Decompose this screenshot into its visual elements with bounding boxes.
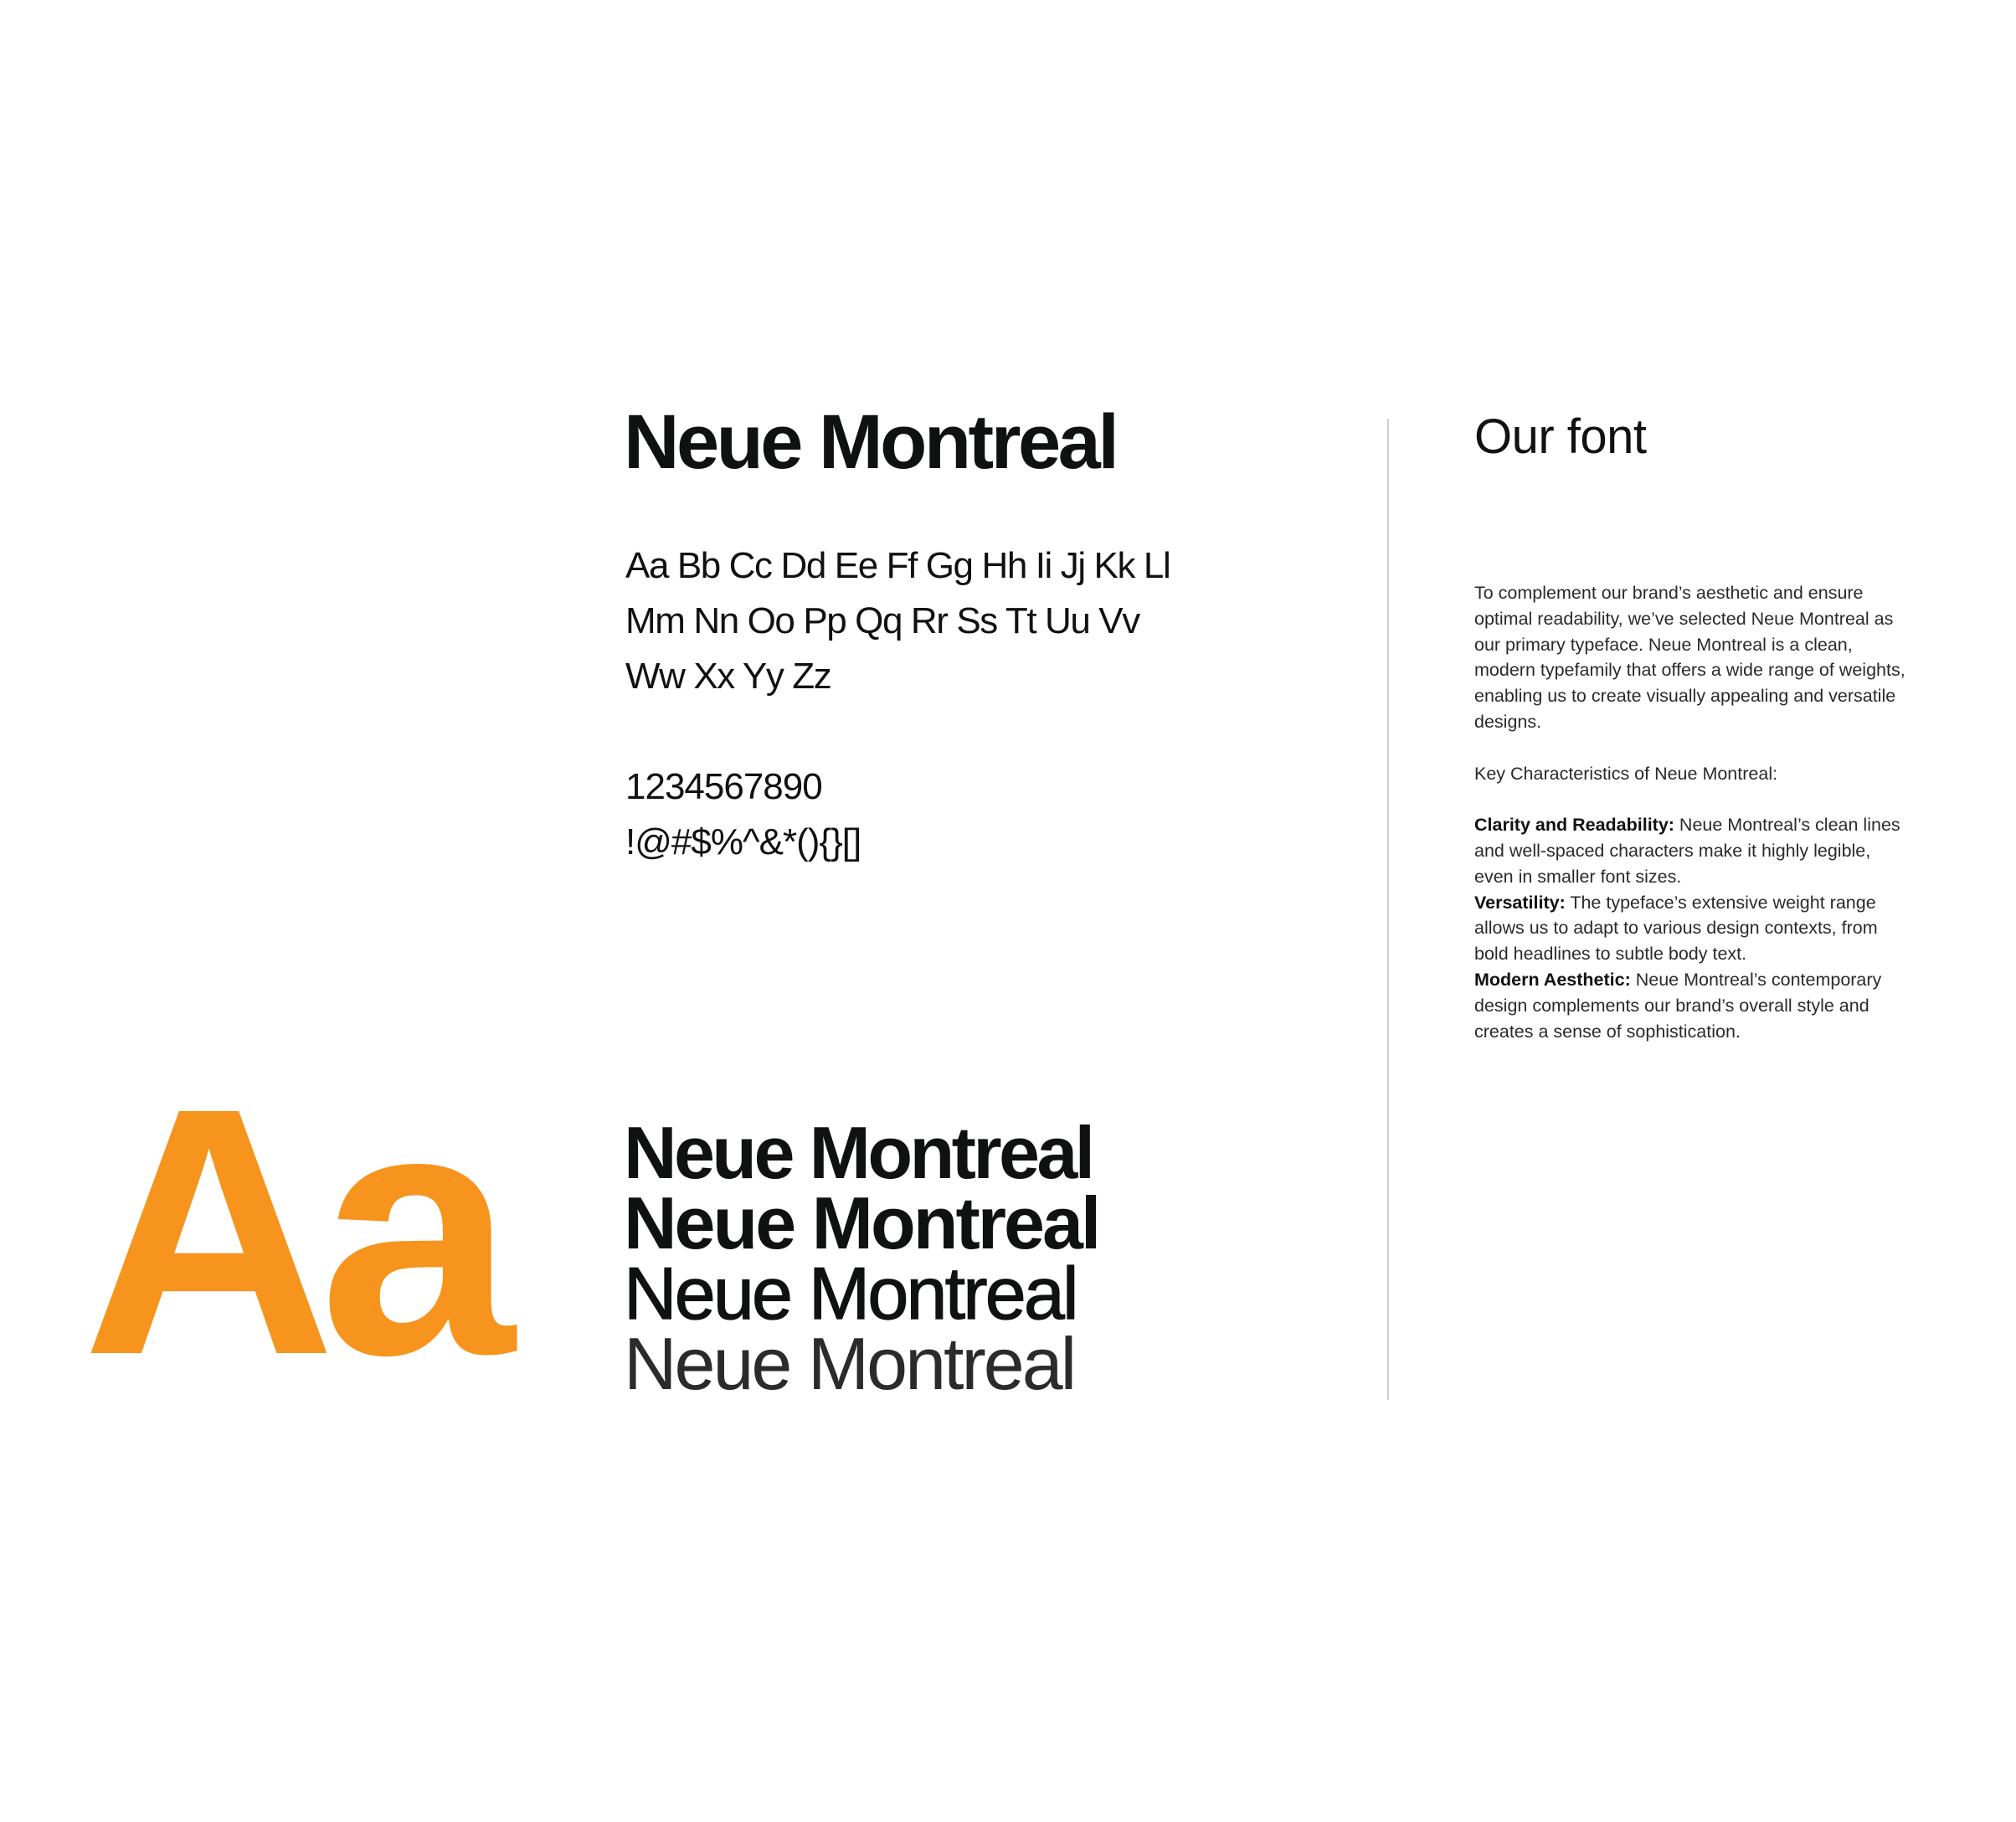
weight-sample-black: Neue Montreal xyxy=(624,1111,1093,1194)
font-title: Neue Montreal xyxy=(624,399,1117,485)
characteristic-label: Modern Aesthetic: xyxy=(1474,969,1631,990)
symbols: !@#$%^&*(){}[] xyxy=(625,821,861,862)
alphabet-line: Ww Xx Yy Zz xyxy=(625,656,831,697)
section-heading: Our font xyxy=(1474,409,1647,464)
characteristic-text: The typeface’s extensive weight range allows us to adapt to various design contexts, from bold headlines to subtle body text. xyxy=(1474,892,1878,965)
characteristic-item xyxy=(1474,967,1910,1044)
characteristic-text: Neue Montreal’s contemporary design complements our brand’s overall style and creates a sense of sophistication. xyxy=(1474,969,1882,1042)
font-description xyxy=(1474,580,1910,1044)
weight-sample-thin: Neue Montreal xyxy=(624,1322,1075,1405)
weight-sample-bold: Neue Montreal xyxy=(624,1181,1099,1264)
alphabet-line: Aa Bb Cc Dd Ee Ff Gg Hh Ii Jj Kk Ll xyxy=(625,545,1170,586)
alphabet-line: Mm Nn Oo Pp Qq Rr Ss Tt Uu Vv xyxy=(625,600,1139,641)
glyph-specimen xyxy=(625,759,861,870)
alphabet-specimen xyxy=(625,538,1170,704)
column-divider xyxy=(1387,419,1389,1400)
weight-sample-medium: Neue Montreal xyxy=(624,1252,1077,1335)
weight-specimens xyxy=(624,1111,1099,1405)
characteristic-label: Clarity and Readability: xyxy=(1474,815,1674,836)
characteristics-heading: Key Characteristics of Neue Montreal: xyxy=(1474,763,1778,784)
big-aa-sample: Aa xyxy=(82,1036,498,1428)
characteristic-item xyxy=(1474,890,1910,967)
characteristic-text: Neue Montreal’s clean lines and well-spaced characters make it highly legible, even in smaller font sizes. xyxy=(1474,815,1900,887)
numerals: 1234567890 xyxy=(625,766,822,807)
characteristic-label: Versatility: xyxy=(1474,892,1566,913)
intro-paragraph: To complement our brand’s aesthetic and ensure optimal readability, we’ve selected Neue Montreal as our primary typeface. Neue Montreal is a clean, modern typefamily that offers a wide range of weights, enabling us to create visually appealing and versatile designs. xyxy=(1474,583,1905,732)
characteristic-item xyxy=(1474,812,1910,889)
